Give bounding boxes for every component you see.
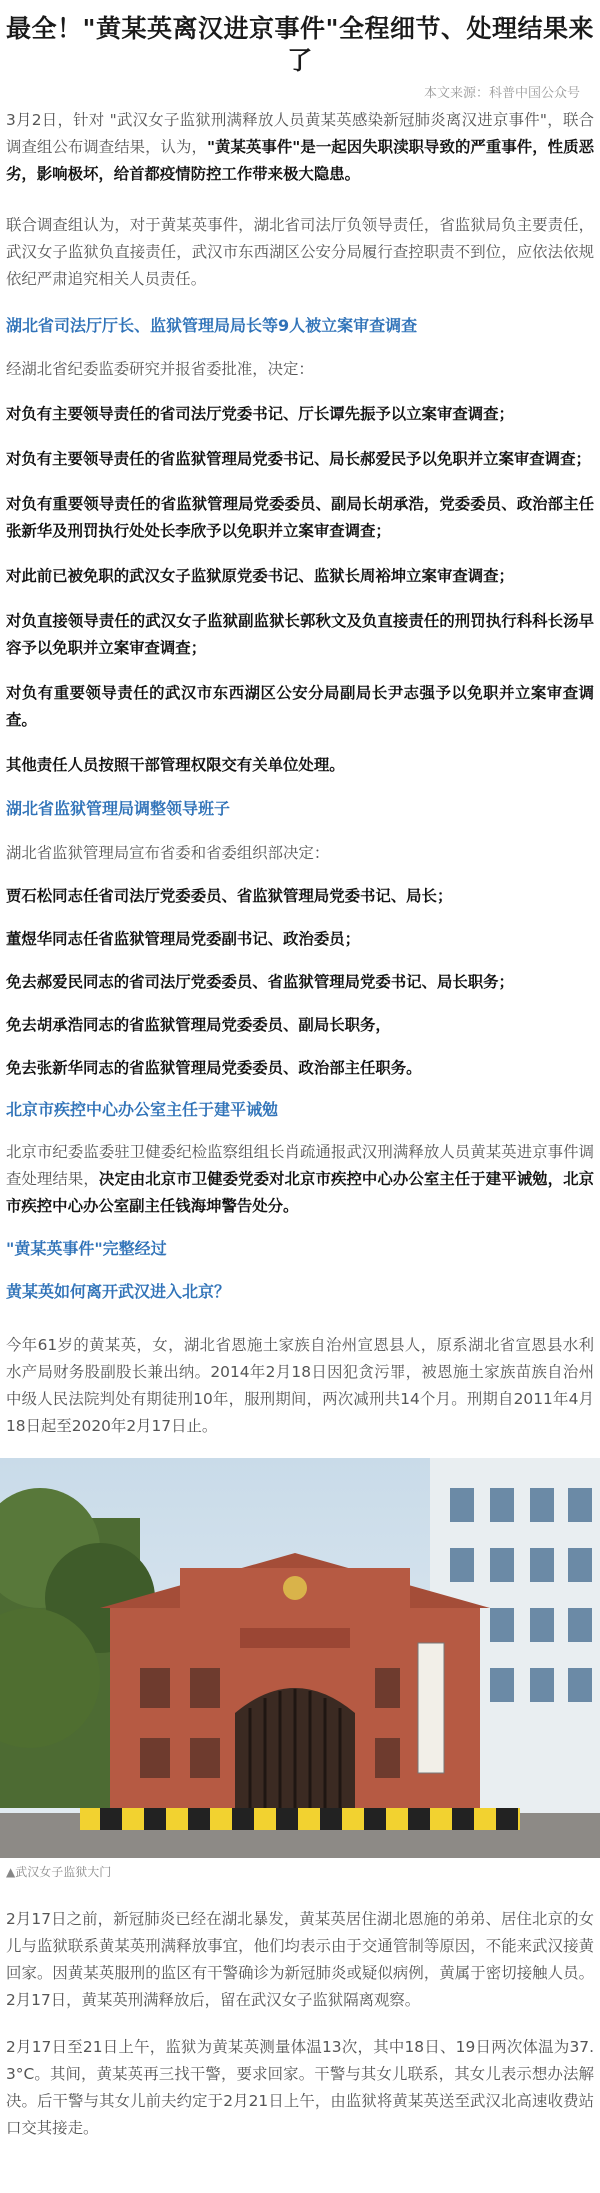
appointment-item: 免去胡承浩同志的省监狱管理局党委委员、副局长职务， — [6, 1016, 391, 1034]
section-heading-timeline: "黄某英事件"完整经过 — [6, 1239, 167, 1258]
beijing-decision: 决定由北京市卫健委党委对北京市疾控中心办公室主任于建平诫勉，北京市疾控中心办公室副主任钱海坤警告处分。 — [6, 1170, 594, 1215]
timeline-paragraph: 2月17日之前，新冠肺炎已经在湖北暴发，黄某英居住湖北恩施的弟弟、居住北京的女儿与监狱联系黄某英刑满释放事宜，他们均表示由于交通管制等原因，不能来武汉接黄回家。因黄某英服刑的监区有干警确诊为新冠肺炎或疑似病例，黄属于密切接触人员。2月17日，黄某英刑满释放后，留在武汉女子监狱隔离观察。 — [6, 1910, 594, 2009]
decision-item: 对负有主要领导责任的省监狱管理局党委书记、局长郝爱民予以免职并立案审查调查； — [6, 450, 591, 468]
timeline-paragraph: 2月17日至21日上午，监狱为黄某英测量体温13次，其中18日、19日两次体温为37.3°C。其间，黄某英再三找干警，要求回家。干警与其女儿联系，其女儿表示想办法解决。后干警与其女儿前夫约定于2月21日上午，由监狱将黄某英送至武汉北高速收费站口交其接走。 — [6, 2038, 594, 2137]
intro-text: 3月2日，针对 "武汉女子监狱刑满释放人员黄某英感染新冠肺炎离汉进京事件"，联合调查组公布调查结果，认为， — [6, 111, 594, 156]
intro-paragraph-1 — [6, 107, 594, 188]
article-body-continued — [0, 1906, 600, 2142]
prison-gate-photo — [0, 1458, 600, 1880]
photo-caption: ▲武汉女子监狱大门 — [6, 1865, 112, 1879]
prison-gate-image — [0, 1458, 600, 1858]
decision-item: 对此前已被免职的武汉女子监狱原党委书记、监狱长周裕坤立案审查调查； — [6, 567, 514, 585]
beijing-paragraph — [6, 1139, 594, 1220]
appointment-item: 贾石松同志任省司法厅党委委员、省监狱管理局党委书记、局长； — [6, 887, 453, 905]
subheading-how-left: 黄某英如何离开武汉进入北京？ — [6, 1282, 231, 1301]
appointment-item: 免去张新华同志的省监狱管理局党委委员、政治部主任职务。 — [6, 1059, 422, 1077]
section-heading-investigation: 湖北省司法厅厅长、监狱管理局局长等9人被立案审查调查 — [6, 316, 418, 335]
decision-item: 对负有重要领导责任的武汉市东西湖区公安分局副局长尹志强予以免职并立案审查调查。 — [6, 684, 594, 729]
article-title: 最全！"黄某英离汉进京事件"全程细节、处理结果来了 — [5, 14, 595, 75]
background-paragraph: 今年61岁的黄某英，女，湖北省恩施土家族自治州宣恩县人，原系湖北省宣恩县水利水产局财务股副股长兼出纳。2014年2月18日因犯贪污罪，被恩施土家族苗族自治州中级人民法院判处有期徒刑10年，服刑期间，两次减刑共14个月。刑期自2011年4月18日起至2020年2月17日止。 — [6, 1336, 594, 1435]
intro-paragraph-2: 联合调查组认为，对于黄某英事件，湖北省司法厅负领导责任，省监狱局负主要责任，武汉女子监狱负直接责任，武汉市东西湖区公安分局履行查控职责不到位，应依法依规依纪严肃追究相关人员责任。 — [6, 216, 594, 288]
section-heading-reshuffle: 湖北省监狱管理局调整领导班子 — [6, 799, 231, 818]
appointment-item: 董煜华同志任省监狱管理局党委副书记、政治委员； — [6, 930, 360, 948]
section-lead: 经湖北省纪委监委研究并报省委批准，决定： — [6, 360, 314, 378]
decision-item: 其他责任人员按照干部管理权限交有关单位处理。 — [6, 756, 345, 774]
decision-item: 对负直接领导责任的武汉女子监狱副监狱长郭秋文及负直接责任的刑罚执行科科长汤早容予以免职并立案审查调查； — [6, 612, 594, 657]
beijing-text: 北京市纪委监委驻卫健委纪检监察组组长肖疏通报武汉刑满释放人员黄某英进京事件调查处理结果， — [6, 1143, 594, 1188]
decision-item: 对负有主要领导责任的省司法厅党委书记、厅长谭先振予以立案审查调查； — [6, 405, 514, 423]
section-lead: 湖北省监狱管理局宣布省委和省委组织部决定： — [6, 844, 330, 862]
section-heading-beijing: 北京市疾控中心办公室主任于建平诫勉 — [6, 1100, 279, 1119]
appointment-item: 免去郝爱民同志的省司法厅党委委员、省监狱管理局党委书记、局长职务； — [6, 973, 514, 991]
article-source: 本文来源：科普中国公众号 — [423, 86, 580, 101]
decision-item: 对负有重要领导责任的省监狱管理局党委委员、副局长胡承浩，党委委员、政治部主任张新华及刑罚执行处处长李欣予以免职并立案审查调查； — [6, 495, 594, 540]
article-body — [0, 107, 600, 1440]
intro-conclusion: "黄某英事件"是一起因失职渎职导致的严重事件，性质恶劣，影响极坏，给首都疫情防控工作带来极大隐患。 — [6, 138, 594, 183]
